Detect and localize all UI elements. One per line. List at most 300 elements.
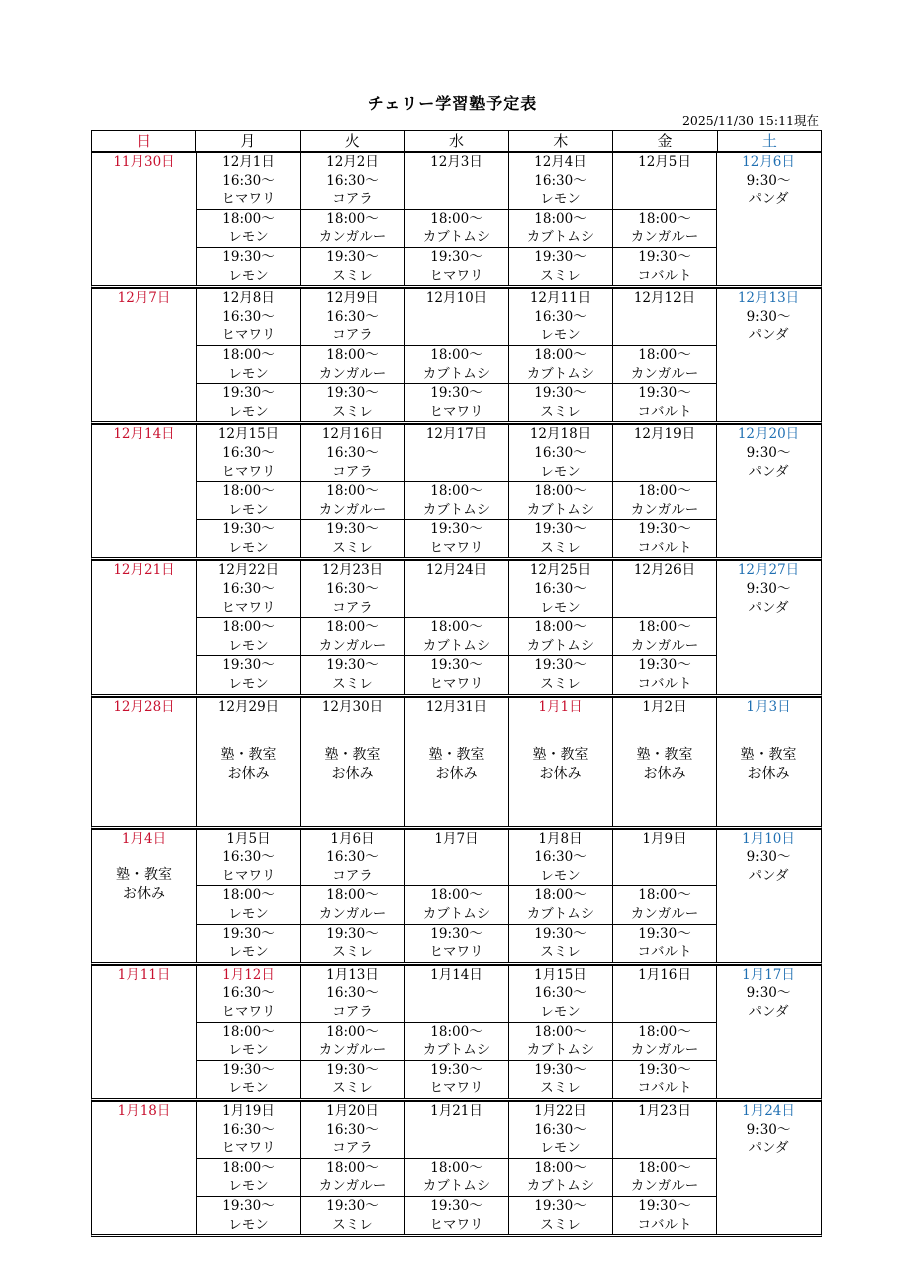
slot-time: 18:00〜 — [534, 346, 587, 363]
slot-class: コバルト — [637, 676, 692, 693]
class-slot — [405, 247, 508, 285]
slot-time: 16:30〜 — [534, 172, 587, 189]
closed-text: 塾・教室 — [740, 747, 797, 764]
slot-time: 16:30〜 — [534, 444, 587, 461]
slot-time: 19:30〜 — [222, 1061, 275, 1078]
date-label: 1月24日 — [742, 1102, 795, 1119]
class-slot — [197, 425, 300, 481]
date-label: 1月3日 — [746, 698, 791, 715]
date-label: 1月4日 — [121, 830, 167, 847]
class-slot — [509, 1102, 612, 1158]
date-label: 12月24日 — [425, 562, 488, 579]
class-slot — [405, 655, 508, 693]
date-label: 12月9日 — [326, 290, 379, 307]
class-slot — [301, 1022, 404, 1060]
slot-class — [613, 326, 716, 345]
slot-time: 19:30〜 — [638, 1197, 691, 1214]
slot-class: パンダ — [748, 1003, 789, 1020]
class-slot — [509, 209, 612, 247]
slot-time: 19:30〜 — [430, 657, 483, 674]
slot-class: コバルト — [637, 267, 692, 284]
class-slot — [301, 1158, 404, 1196]
closed-notice — [717, 716, 820, 784]
class-slot — [405, 617, 508, 655]
class-slot — [613, 383, 716, 421]
slot-time: 18:00〜 — [222, 1159, 275, 1176]
class-slot — [405, 289, 508, 345]
slot-class: カンガルー — [318, 637, 387, 654]
weekday-cell — [508, 830, 612, 962]
class-slot — [405, 885, 508, 923]
class-slot — [509, 247, 612, 285]
slot-time: 16:30〜 — [534, 1121, 587, 1138]
slot-class: カンガルー — [630, 637, 699, 654]
date-label: 1月12日 — [222, 966, 275, 983]
date-label: 1月10日 — [742, 830, 795, 847]
closed-notice — [197, 716, 300, 784]
date-label: 12月6日 — [742, 154, 795, 170]
slot-class: カブトムシ — [422, 1042, 491, 1059]
class-slot — [197, 655, 300, 693]
weekday-cell — [196, 153, 300, 285]
slot-class: カンガルー — [318, 501, 387, 518]
class-slot — [509, 1060, 612, 1098]
slot-time: 19:30〜 — [326, 1061, 379, 1078]
class-slot — [613, 345, 716, 383]
class-slot — [197, 519, 300, 557]
date-label: 12月19日 — [633, 426, 696, 443]
class-slot — [509, 153, 612, 209]
class-slot — [197, 924, 300, 962]
slot-time: 16:30〜 — [326, 308, 379, 325]
slot-class: スミレ — [332, 267, 373, 284]
date-label: 12月1日 — [222, 154, 275, 170]
saturday-cell — [716, 830, 820, 962]
class-slot — [301, 383, 404, 421]
date-label: 12月27日 — [737, 562, 800, 579]
slot-time: 16:30〜 — [222, 172, 275, 189]
class-slot — [509, 425, 612, 481]
class-slot — [301, 289, 404, 345]
slot-time: 18:00〜 — [638, 619, 691, 636]
slot-time: 19:30〜 — [534, 521, 587, 538]
slot-class: レモン — [540, 191, 581, 208]
class-slot — [509, 966, 612, 1022]
class-slot — [197, 289, 300, 345]
class-slot — [301, 519, 404, 557]
slot-class: カンガルー — [318, 229, 387, 246]
slot-class: スミレ — [332, 539, 373, 556]
date-label: 1月9日 — [642, 830, 687, 847]
slot-class: ヒマワリ — [429, 676, 484, 693]
class-slot — [613, 1196, 716, 1234]
class-slot — [301, 345, 404, 383]
slot-time: 18:00〜 — [430, 483, 483, 500]
class-slot — [197, 153, 300, 209]
slot-class: カブトムシ — [422, 637, 491, 654]
slot-time: 19:30〜 — [430, 385, 483, 402]
slot-class: レモン — [540, 867, 581, 884]
slot-time: 19:30〜 — [534, 248, 587, 265]
class-slot — [613, 289, 716, 345]
saturday-cell — [716, 561, 820, 693]
slot-time — [613, 444, 716, 463]
slot-time: 18:00〜 — [430, 210, 483, 227]
class-slot — [197, 966, 300, 1022]
slot-time: 18:00〜 — [326, 1023, 379, 1040]
slot-time: 18:00〜 — [326, 483, 379, 500]
slot-class: レモン — [228, 365, 269, 382]
date-label: 1月1日 — [538, 698, 583, 715]
weekday-cell — [404, 830, 508, 962]
slot-time: 16:30〜 — [326, 849, 379, 866]
date-label: 12月28日 — [113, 698, 175, 715]
slot-class — [405, 1139, 508, 1158]
date-label: 1月18日 — [117, 1102, 171, 1119]
closed-text: お休み — [435, 766, 478, 783]
slot-class — [405, 599, 508, 618]
class-slot — [301, 1102, 404, 1158]
header-monday: 月 — [195, 131, 299, 151]
weekday-cell — [196, 1102, 300, 1234]
slot-time — [405, 444, 508, 463]
class-slot — [613, 153, 716, 209]
slot-time: 16:30〜 — [222, 1121, 275, 1138]
class-slot — [509, 617, 612, 655]
week-row — [91, 424, 822, 560]
slot-time: 19:30〜 — [430, 521, 483, 538]
saturday-cell — [716, 698, 820, 826]
slot-time: 18:00〜 — [222, 346, 275, 363]
slot-time: 16:30〜 — [326, 444, 379, 461]
slot-class — [613, 190, 716, 209]
slot-time: 16:30〜 — [222, 581, 275, 598]
saturday-cell — [716, 425, 820, 557]
slot-time: 18:00〜 — [326, 1159, 379, 1176]
weekday-cell — [404, 425, 508, 557]
closed-text: お休み — [539, 766, 582, 783]
slot-time — [405, 308, 508, 327]
date-label: 1月17日 — [742, 966, 795, 983]
slot-class: レモン — [228, 944, 269, 961]
weekday-cell — [508, 561, 612, 693]
date-label: 12月14日 — [113, 426, 175, 443]
date-label: 12月13日 — [737, 290, 800, 307]
slot-time: 19:30〜 — [638, 1061, 691, 1078]
weekday-cell — [612, 153, 716, 285]
slot-class: レモン — [228, 1178, 269, 1195]
class-slot — [197, 1022, 300, 1060]
date-label: 1月23日 — [638, 1102, 691, 1119]
slot-time — [405, 848, 508, 867]
header-wednesday: 水 — [404, 131, 508, 151]
class-slot — [509, 481, 612, 519]
date-label: 1月5日 — [226, 830, 271, 847]
sunday-cell — [92, 966, 196, 1098]
class-slot — [509, 1158, 612, 1196]
slot-time: 19:30〜 — [326, 248, 379, 265]
slot-time: 19:30〜 — [326, 521, 379, 538]
sunday-cell — [92, 289, 196, 421]
class-slot — [613, 209, 716, 247]
slot-class: コバルト — [637, 944, 692, 961]
slot-time: 16:30〜 — [534, 849, 587, 866]
weekday-cell — [508, 425, 612, 557]
page-title: チェリー学習塾予定表 — [367, 94, 538, 113]
date-label: 1月13日 — [326, 966, 379, 983]
slot-time — [613, 1121, 716, 1140]
date-label: 1月19日 — [222, 1102, 275, 1119]
slot-class: スミレ — [540, 267, 581, 284]
slot-time: 18:00〜 — [638, 346, 691, 363]
class-slot — [613, 924, 716, 962]
slot-time: 18:00〜 — [534, 1159, 587, 1176]
date-label: 1月16日 — [638, 966, 691, 983]
slot-class: コバルト — [637, 539, 692, 556]
class-slot — [197, 209, 300, 247]
date-label: 12月22日 — [217, 562, 280, 579]
closed-text: 塾・教室 — [636, 747, 693, 764]
class-slot — [197, 481, 300, 519]
slot-class: ヒマワリ — [429, 403, 484, 420]
slot-class — [613, 463, 716, 482]
slot-time: 19:30〜 — [534, 1197, 587, 1214]
slot-time: 18:00〜 — [222, 1023, 275, 1040]
sunday-cell — [92, 1102, 196, 1234]
class-slot — [509, 924, 612, 962]
slot-time: 18:00〜 — [430, 887, 483, 904]
date-label: 12月2日 — [326, 154, 379, 170]
week-row — [91, 288, 822, 424]
slot-class: ヒマワリ — [221, 1003, 276, 1020]
slot-class — [613, 867, 716, 886]
slot-time: 16:30〜 — [326, 985, 379, 1002]
slot-class — [405, 463, 508, 482]
slot-time: 18:00〜 — [326, 887, 379, 904]
slot-class: カンガルー — [630, 1042, 699, 1059]
slot-class: ヒマワリ — [429, 944, 484, 961]
class-slot — [301, 655, 404, 693]
date-label: 12月18日 — [529, 426, 592, 443]
class-slot — [613, 247, 716, 285]
weekday-cell — [300, 425, 404, 557]
slot-time: 19:30〜 — [638, 248, 691, 265]
class-slot — [613, 519, 716, 557]
class-slot — [197, 830, 300, 886]
class-slot — [509, 345, 612, 383]
class-slot — [613, 1060, 716, 1098]
class-slot — [405, 519, 508, 557]
closed-text: お休み — [331, 766, 374, 783]
class-slot — [405, 924, 508, 962]
slot-time: 18:00〜 — [534, 210, 587, 227]
date-label: 12月26日 — [633, 562, 696, 579]
schedule-table — [91, 130, 822, 1237]
slot-time: 19:30〜 — [326, 925, 379, 942]
date-label: 12月29日 — [217, 698, 280, 715]
closed-text: お休み — [123, 886, 165, 903]
slot-time: 19:30〜 — [430, 1197, 483, 1214]
slot-class: カブトムシ — [526, 906, 595, 922]
slot-class: レモン — [228, 539, 269, 556]
saturday-cell — [716, 966, 820, 1098]
class-slot — [301, 885, 404, 923]
sunday-cell — [92, 425, 196, 557]
weekday-cell — [300, 966, 404, 1098]
slot-time: 19:30〜 — [222, 657, 275, 674]
date-label: 1月11日 — [117, 966, 171, 983]
slot-class: カブトムシ — [422, 365, 491, 382]
slot-class: ヒマワリ — [429, 267, 484, 284]
slot-class: コバルト — [637, 403, 692, 420]
slot-class: レモン — [540, 1003, 581, 1020]
class-slot — [197, 561, 300, 617]
class-slot — [301, 561, 404, 617]
slot-class: レモン — [228, 1216, 269, 1233]
class-slot — [301, 617, 404, 655]
slot-time — [613, 984, 716, 1003]
slot-class: スミレ — [540, 1080, 581, 1097]
class-slot — [613, 1102, 716, 1158]
slot-time: 18:00〜 — [326, 210, 379, 227]
slot-time: 19:30〜 — [534, 1061, 587, 1078]
slot-time: 19:30〜 — [430, 1061, 483, 1078]
slot-time: 9:30〜 — [746, 581, 791, 598]
slot-class: スミレ — [540, 944, 581, 961]
closed-notice — [301, 716, 404, 784]
date-label: 12月12日 — [633, 290, 696, 307]
weekday-cell — [196, 289, 300, 421]
class-slot — [405, 561, 508, 617]
slot-class — [613, 1139, 716, 1158]
slot-class: ヒマワリ — [429, 539, 484, 556]
slot-time: 18:00〜 — [534, 887, 587, 904]
weekday-cell — [300, 698, 404, 826]
slot-time: 19:30〜 — [326, 385, 379, 402]
date-label: 12月8日 — [222, 290, 275, 307]
class-slot — [613, 561, 716, 617]
slot-class: カブトムシ — [526, 365, 595, 382]
class-slot — [197, 1060, 300, 1098]
slot-time: 19:30〜 — [638, 521, 691, 538]
slot-time: 9:30〜 — [746, 444, 791, 461]
slot-class: カブトムシ — [526, 501, 595, 518]
weekday-cell — [612, 830, 716, 962]
slot-class: パンダ — [748, 191, 789, 208]
class-slot — [301, 425, 404, 481]
slot-class: スミレ — [540, 539, 581, 556]
slot-time: 18:00〜 — [222, 483, 275, 500]
updated-timestamp: 2025/11/30 15:11現在 — [681, 113, 819, 128]
header-friday: 金 — [612, 131, 716, 151]
week-row — [91, 697, 822, 829]
slot-time: 19:30〜 — [222, 248, 275, 265]
slot-time: 18:00〜 — [430, 619, 483, 636]
week-row — [91, 965, 822, 1101]
slot-class: カブトムシ — [526, 229, 595, 246]
slot-class: ヒマワリ — [221, 599, 276, 616]
slot-time: 19:30〜 — [638, 657, 691, 674]
weekday-cell — [612, 966, 716, 1098]
class-slot — [405, 383, 508, 421]
closed-text: 塾・教室 — [324, 747, 381, 764]
slot-time: 18:00〜 — [326, 619, 379, 636]
class-slot — [509, 383, 612, 421]
date-label: 12月25日 — [529, 562, 592, 579]
slot-class: レモン — [228, 676, 269, 693]
weekday-cell — [300, 561, 404, 693]
date-label: 12月4日 — [534, 154, 587, 170]
closed-text: お休み — [747, 766, 790, 783]
weekday-cell — [404, 153, 508, 285]
weekday-cell — [508, 153, 612, 285]
slot-class: カブトムシ — [422, 1178, 491, 1195]
class-slot — [509, 655, 612, 693]
weekday-cell — [300, 1102, 404, 1234]
week-row — [91, 560, 822, 696]
slot-class: コアラ — [332, 327, 373, 344]
slot-time: 18:00〜 — [326, 346, 379, 363]
slot-class: パンダ — [748, 599, 789, 616]
week-row — [91, 152, 822, 288]
slot-time: 16:30〜 — [222, 444, 275, 461]
sunday-cell — [92, 561, 196, 693]
slot-class: レモン — [228, 267, 269, 284]
slot-time — [405, 984, 508, 1003]
slot-class — [405, 867, 508, 886]
weekday-cell — [196, 830, 300, 962]
weekday-cell — [404, 698, 508, 826]
class-slot — [509, 885, 612, 923]
class-slot — [301, 966, 404, 1022]
slot-class: レモン — [228, 1042, 269, 1059]
slot-class: コアラ — [332, 867, 373, 884]
slot-class: スミレ — [540, 676, 581, 693]
slot-time: 19:30〜 — [222, 925, 275, 942]
date-label: 1月22日 — [534, 1102, 587, 1119]
slot-class: コバルト — [637, 1080, 692, 1097]
class-slot — [509, 289, 612, 345]
weekday-cell — [612, 698, 716, 826]
weekday-cell — [508, 1102, 612, 1234]
class-slot — [301, 247, 404, 285]
slot-class — [613, 1003, 716, 1022]
slot-class: レモン — [228, 403, 269, 420]
slot-time: 18:00〜 — [222, 210, 275, 227]
closed-notice — [509, 716, 612, 784]
slot-class: カンガルー — [318, 365, 387, 382]
slot-time: 19:30〜 — [638, 385, 691, 402]
slot-class: レモン — [228, 906, 269, 922]
slot-class: パンダ — [748, 867, 789, 884]
weekday-cell — [508, 698, 612, 826]
weekday-cell — [508, 966, 612, 1098]
slot-class: カンガルー — [630, 906, 699, 922]
class-slot — [405, 481, 508, 519]
slot-time: 16:30〜 — [222, 308, 275, 325]
closed-notice — [405, 716, 508, 784]
slot-class: カンガルー — [318, 906, 387, 922]
slot-class: カブトムシ — [526, 637, 595, 654]
closed-notice — [92, 848, 196, 904]
slot-class: ヒマワリ — [221, 867, 276, 884]
date-label: 1月7日 — [434, 830, 479, 847]
slot-class — [613, 599, 716, 618]
slot-class: ヒマワリ — [221, 463, 276, 480]
slot-class: コアラ — [332, 463, 373, 480]
slot-class: スミレ — [332, 944, 373, 961]
date-label: 12月30日 — [321, 698, 384, 715]
